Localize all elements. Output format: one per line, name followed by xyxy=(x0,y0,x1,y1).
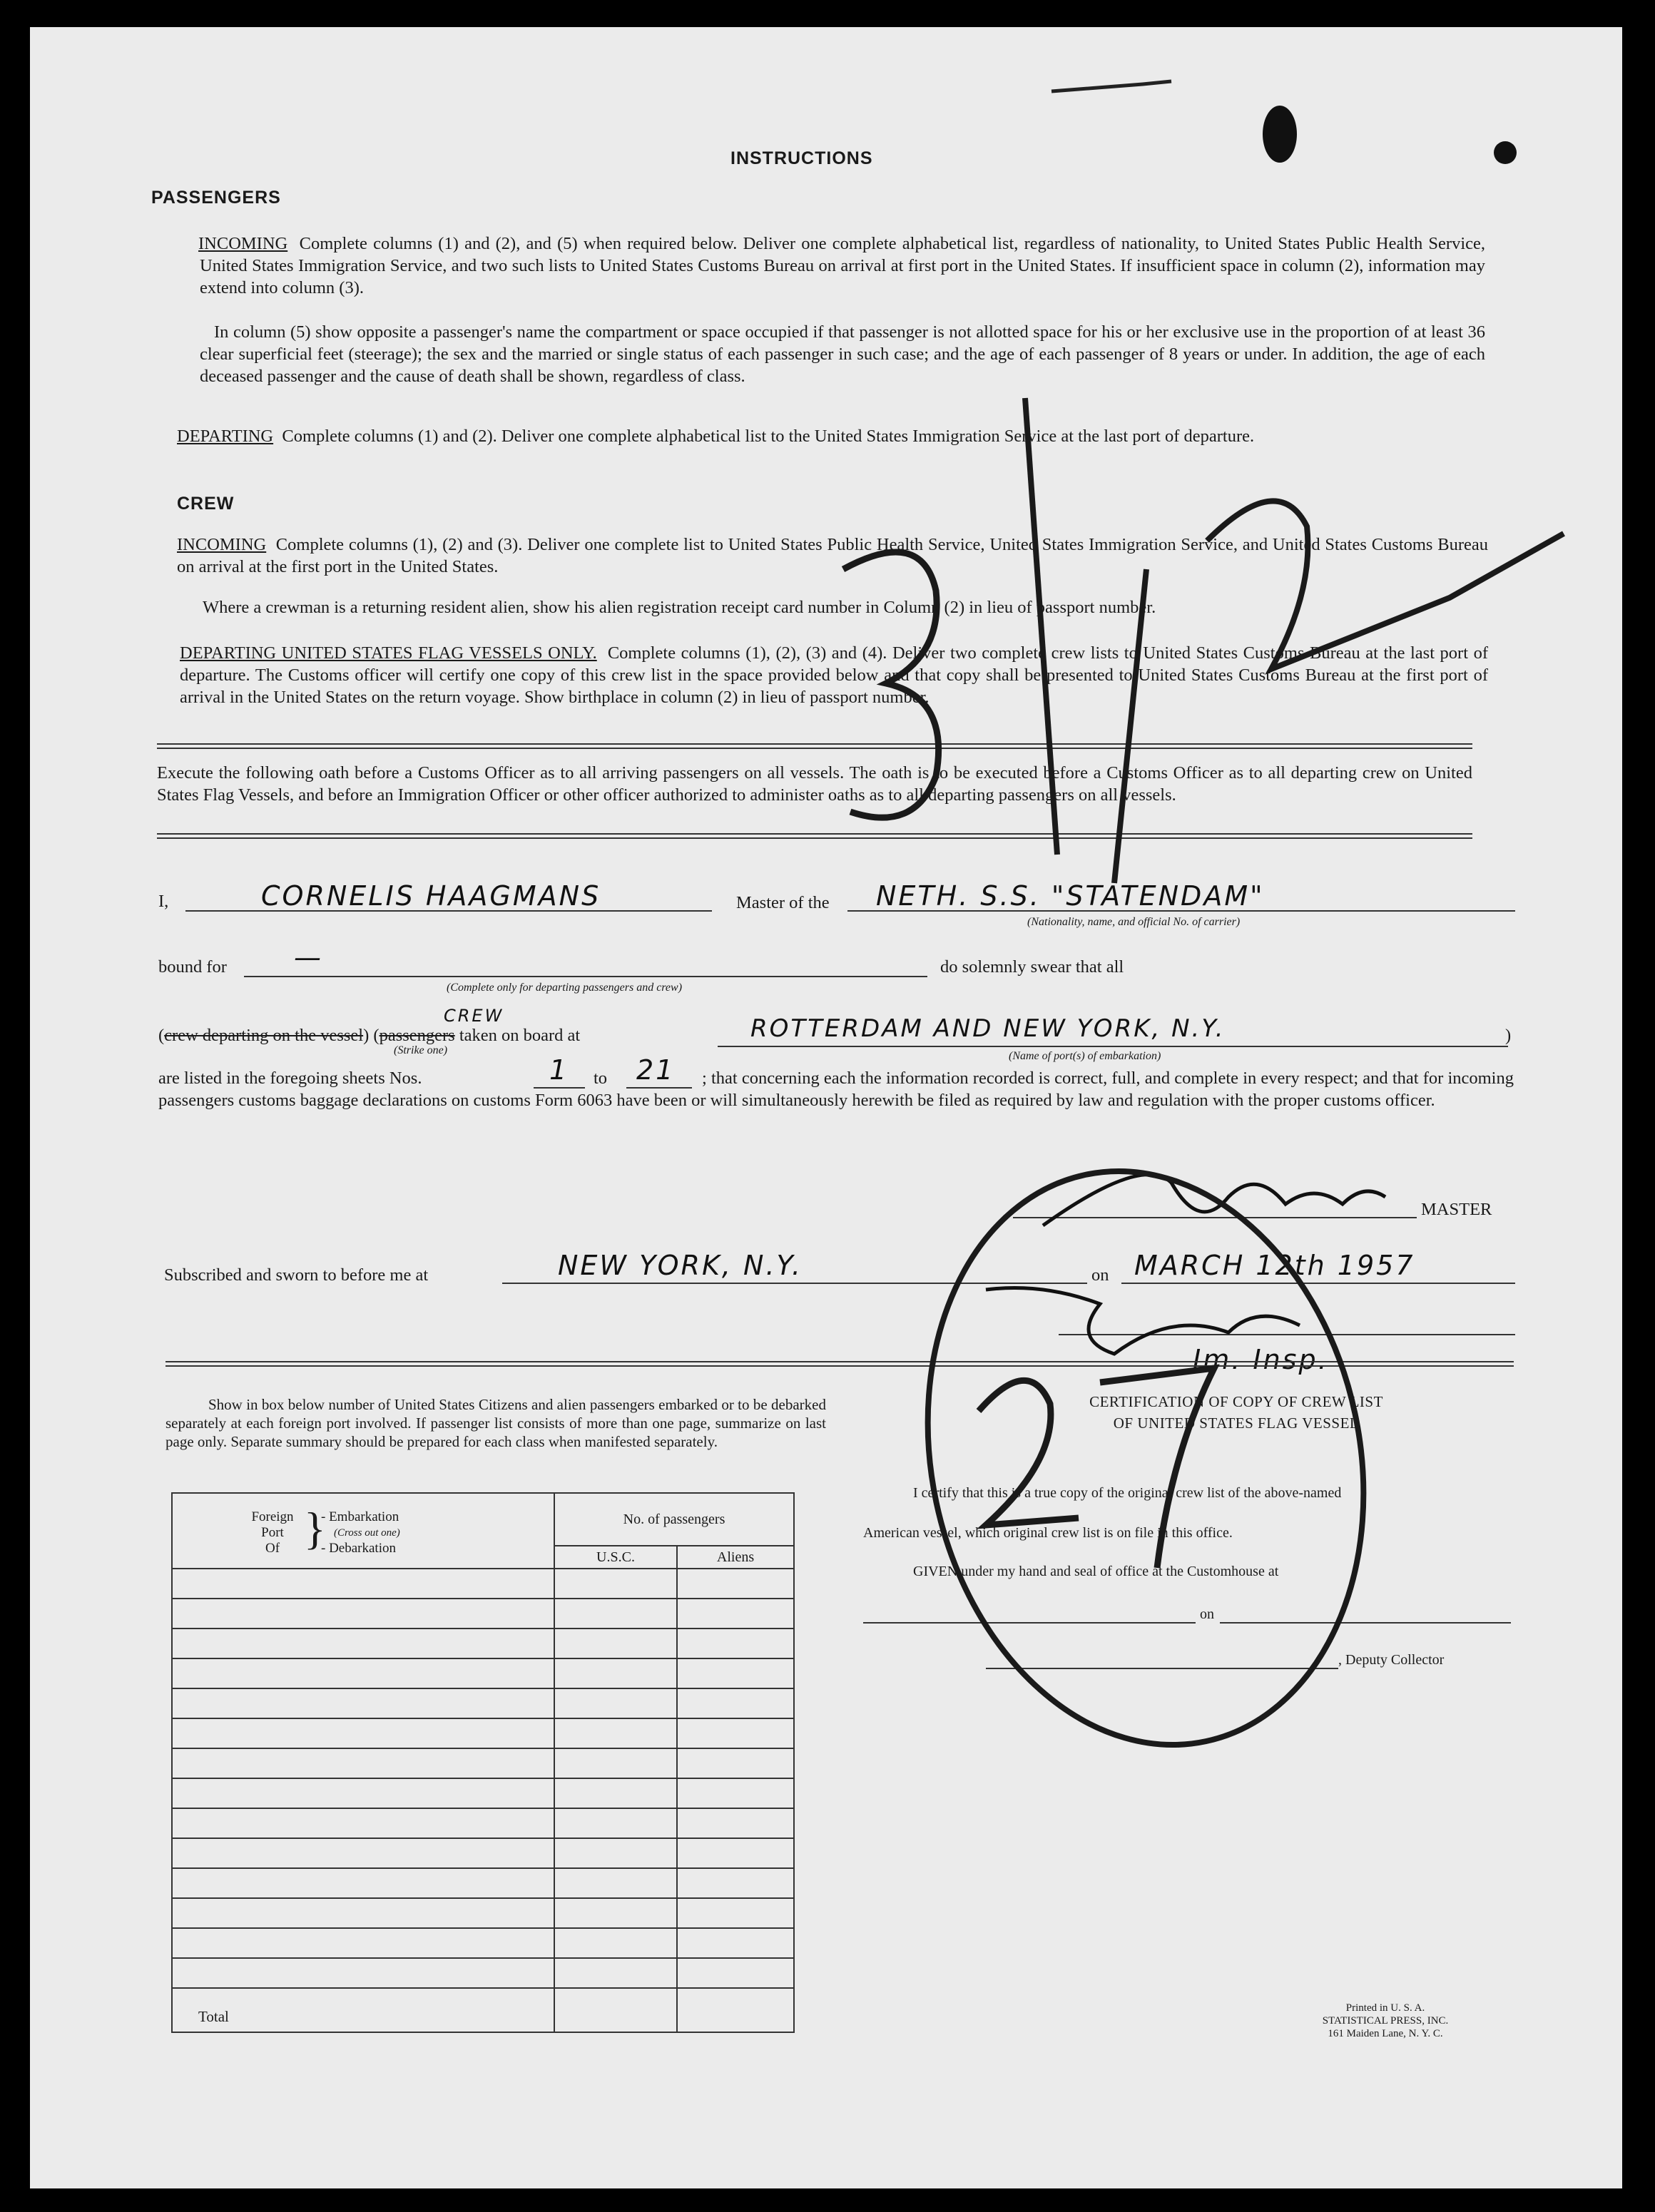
ports-caption: (Name of port(s) of embarkation) xyxy=(1009,1050,1161,1062)
foreign-label: Foreign xyxy=(251,1509,294,1524)
cross-out-note: (Cross out one) xyxy=(334,1527,400,1539)
instructions-title: INSTRUCTIONS xyxy=(730,148,873,168)
of-label: Of xyxy=(265,1541,280,1556)
big-mark-3 xyxy=(843,552,939,817)
summary-instructions: Show in box below number of United States Citizens and alien passengers embarked or to be debarked separately at each foreign port involved. If passenger list consists of more than one page, summarize on last page only. Separate summary should be prepared for each class when manifested separately. xyxy=(166,1396,826,1450)
circle-digit-2 xyxy=(979,1380,1079,1525)
total-label: Total xyxy=(172,1988,554,2032)
swear-label: do solemnly swear that all xyxy=(940,957,1124,977)
manifest-page xyxy=(30,27,1622,2188)
printer-line3: 161 Maiden Lane, N. Y. C. xyxy=(1328,2028,1443,2039)
speck-stroke xyxy=(1051,81,1171,91)
bound-for-label: bound for xyxy=(158,957,227,977)
master-label: MASTER xyxy=(1421,1200,1492,1219)
handwriting-overlay xyxy=(30,27,1622,2188)
crew-header: CREW xyxy=(177,494,235,514)
debarkation-option: - Debarkation xyxy=(321,1541,396,1556)
big-mark-slash-1 xyxy=(1025,398,1057,855)
sworn-on-label: on xyxy=(1091,1265,1109,1285)
master-name-value: CORNELIS HAAGMANS xyxy=(261,880,601,912)
embarkation-option: - Embarkation xyxy=(321,1509,399,1524)
circle-mark xyxy=(876,1130,1415,1785)
brace: } xyxy=(304,1503,326,1554)
usc-header: U.S.C. xyxy=(554,1546,677,1569)
sheet-from-value: 1 xyxy=(549,1054,569,1086)
crew-incoming-text: Complete columns (1), (2) and (3). Deliver one complete list to United States Public Health Service, United States Immigration Service, and United States Customs Bureau on arrival at the first port in the United States. xyxy=(177,535,1488,576)
listed-label: are listed in the foregoing sheets Nos. xyxy=(158,1069,422,1088)
carrier-caption: (Nationality, name, and official No. of carrier) xyxy=(1027,916,1241,928)
aliens-header: Aliens xyxy=(677,1546,794,1569)
passengers-header: PASSENGERS xyxy=(151,188,281,208)
oath-intro: Execute the following oath before a Customs Officer as to all arriving passengers on all vessels. The oath is to be executed before a Customs Officer as to all departing crew on United States Flag Vessels, and before an Immigration Officer or other officer authorized to administer oaths as to all departing passengers on all vessels. xyxy=(157,763,1472,805)
taken-label: taken on board at xyxy=(459,1026,581,1045)
listed-rest: ; that concerning each the information recorded is correct, full, and complete in every respect; and that for incoming passengers customs baggage declarations on customs Form 6063 have been or will simultaneously herewith be filed as required by law and regulation with the proper customs officer. xyxy=(158,1069,1514,1110)
sworn-place-value: NEW YORK, N.Y. xyxy=(558,1250,803,1281)
paren-open: ( xyxy=(158,1026,165,1045)
ink-dot xyxy=(1494,141,1517,164)
strike-crew-departing: crew departing on the vessel xyxy=(164,1026,364,1045)
departing-text: Complete columns (1) and (2). Deliver one complete alphabetical list to the United States Immigration Service at the last port of departure. xyxy=(282,427,1255,446)
to-label: to xyxy=(594,1069,608,1088)
certify-line1: I certify that this is a true copy of the original crew list of the above-named xyxy=(913,1485,1342,1501)
big-mark-2 xyxy=(1207,501,1564,669)
official-signature xyxy=(986,1288,1300,1355)
incoming-label: INCOMING xyxy=(198,234,288,253)
strike-caption: (Strike one) xyxy=(394,1044,448,1056)
crew-handwritten: CREW xyxy=(444,1006,504,1026)
incoming-text: Complete columns (1) and (2), and (5) when required below. Deliver one complete alphabetical list, regardless of nationality, to United States Public Health Service, United States Immigration Service, and two such lists to United States Customs Bureau on arrival at first port in the United States. If insufficient space in column (2), information may extend into column (3). xyxy=(200,234,1486,297)
inspector-suffix: Im. Insp. xyxy=(1193,1344,1329,1375)
deputy-label: , Deputy Collector xyxy=(1338,1652,1445,1668)
printer-line2: STATISTICAL PRESS, INC. xyxy=(1322,2015,1449,2027)
cert-on-label: on xyxy=(1200,1606,1214,1622)
crewman-paragraph: Where a crewman is a returning resident alien, show his alien registration receipt card number in Column (2) in lieu of passport number. xyxy=(203,598,1156,617)
ports-paren: ) xyxy=(1505,1026,1512,1045)
sworn-date-value: MARCH 12th 1957 xyxy=(1134,1250,1415,1281)
strike-passengers: passengers xyxy=(379,1026,455,1045)
certify-line2: American vessel, which original crew list is on file in this office. xyxy=(863,1525,1233,1541)
flag-vessels-label: DEPARTING UNITED STATES FLAG VESSELS ONLY. xyxy=(180,643,597,663)
paren-open-b: ( xyxy=(373,1026,380,1045)
paren-close: ) xyxy=(363,1026,370,1045)
carrier-value: NETH. S.S. "STATENDAM" xyxy=(876,880,1265,912)
certification-title-line1: CERTIFICATION OF COPY OF CREW LIST xyxy=(1089,1393,1383,1410)
flag-vessels-text: Complete columns (1), (2), (3) and (4). Deliver two complete crew lists to United States Customs Bureau at the last port of departure. The Customs officer will certify one copy of this crew list in the space provided below and that copy shall be presented to United States Customs Bureau at the first port of arrival in the United States on the return voyage. Show birthplace in column (2) in lieu of passport number. xyxy=(180,643,1488,707)
master-of-label: Master of the xyxy=(736,893,830,912)
departing-label: DEPARTING xyxy=(177,427,274,446)
bound-for-value: — xyxy=(294,942,323,973)
big-mark-1 xyxy=(1114,569,1146,883)
ports-value: ROTTERDAM AND NEW YORK, N.Y. xyxy=(750,1014,1226,1043)
certification-title-line2: OF UNITED STATES FLAG VESSEL xyxy=(1113,1415,1360,1432)
oath-i-label: I, xyxy=(158,892,169,911)
given-line: GIVEN under my hand and seal of office at the Customhouse at xyxy=(913,1564,1279,1579)
printer-line1: Printed in U. S. A. xyxy=(1345,2002,1425,2014)
no-passengers-header: No. of passengers xyxy=(554,1493,794,1546)
sheet-to-value: 21 xyxy=(636,1054,676,1086)
bound-for-caption: (Complete only for departing passengers and crew) xyxy=(447,982,683,994)
column5-paragraph: In column (5) show opposite a passenger's name the compartment or space occupied if that passenger is not allotted space for his or her exclusive use in the proportion of at least 36 clear superficial feet (steerage); the sex and the married or single status of each passenger in such case; and the age of each passenger of 8 years or under. In addition, the age of each deceased passenger and the cause of death shall be shown, regardless of class. xyxy=(200,322,1485,386)
port-label: Port xyxy=(261,1525,284,1540)
subscribed-label: Subscribed and sworn to before me at xyxy=(164,1265,429,1285)
crew-incoming-label: INCOMING xyxy=(177,535,267,554)
circle-digit-7 xyxy=(1100,1368,1214,1568)
ink-blot xyxy=(1263,106,1297,163)
